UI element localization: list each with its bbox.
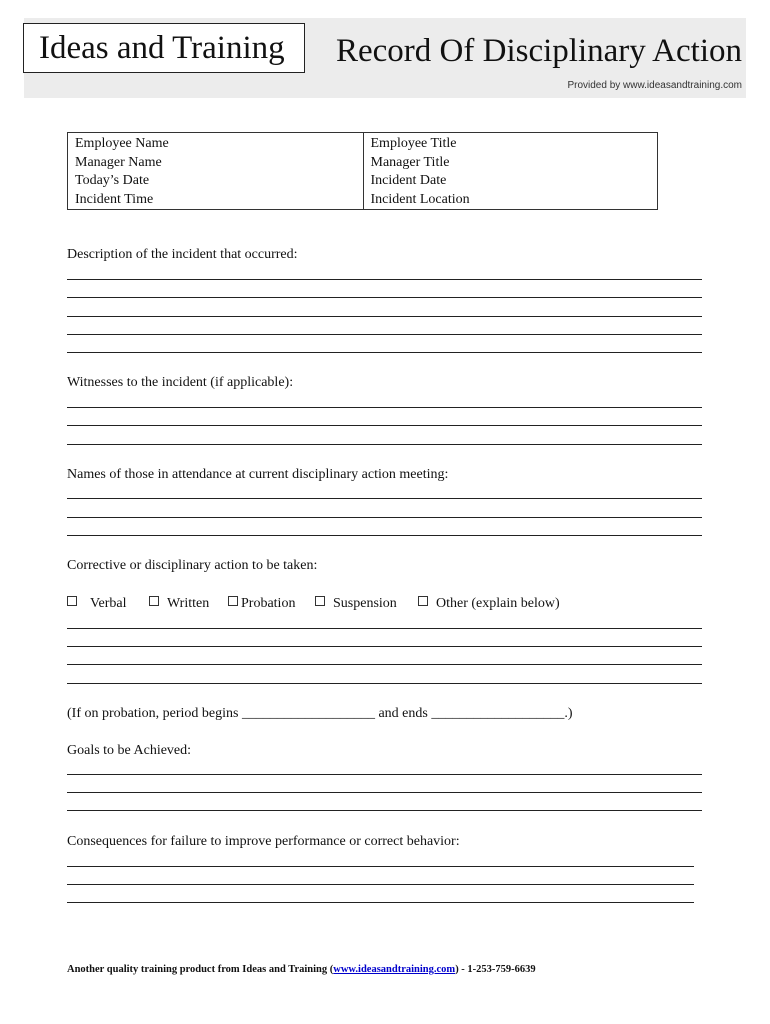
corrective-line[interactable] [67,628,702,629]
employee-info-table [67,132,658,210]
description-line[interactable] [67,316,702,317]
corrective-line[interactable] [67,683,702,684]
checkbox-icon[interactable] [315,596,325,606]
description-line[interactable] [67,279,702,280]
option-label: Suspension [333,596,397,611]
checkbox-icon[interactable] [149,596,159,606]
footer-suffix: ) - 1-253-759-6639 [455,964,536,975]
footer [67,964,707,975]
info-column-left [68,133,363,209]
corrective-action-label: Corrective or disciplinary action to be taken: [67,558,318,573]
option-written[interactable] [149,596,209,612]
field-incident-time[interactable]: Incident Time [75,192,154,208]
description-line[interactable] [67,334,702,335]
field-manager-name[interactable]: Manager Name [75,154,162,170]
footer-link[interactable]: www.ideasandtraining.com [333,964,456,975]
checkbox-icon[interactable] [418,596,428,606]
probation-period-text[interactable]: (If on probation, period begins ___________________ and ends ___________________.) [67,706,573,721]
corrective-line[interactable] [67,664,702,665]
consequences-line[interactable] [67,884,694,885]
option-label: Written [167,596,210,611]
goals-line[interactable] [67,774,702,775]
corrective-line[interactable] [67,646,702,647]
option-label: Other (explain below) [436,596,560,611]
description-line[interactable] [67,297,702,298]
brand-name: Ideas and Training [39,30,285,66]
field-employee-title[interactable]: Employee Title [370,136,457,151]
goals-line[interactable] [67,792,702,793]
witnesses-line[interactable] [67,444,702,445]
field-employee-name[interactable]: Employee Name [75,136,169,151]
document-title: Record Of Disciplinary Action [336,33,742,69]
option-other[interactable] [418,596,560,612]
option-suspension[interactable] [315,596,397,612]
footer-prefix: Another quality training product from Ideas and Training ( [67,964,334,975]
field-incident-location[interactable]: Incident Location [370,192,470,208]
option-verbal[interactable] [67,596,127,612]
field-incident-date[interactable]: Incident Date [370,173,447,189]
attendance-line[interactable] [67,517,702,518]
goals-label: Goals to be Achieved: [67,743,192,758]
field-todays-date[interactable]: Today’s Date [75,173,150,189]
attendance-label: Names of those in attendance at current disciplinary action meeting: [67,467,449,482]
witnesses-line[interactable] [67,407,702,408]
brand-box [23,23,305,73]
option-label: Probation [241,596,296,611]
attendance-line[interactable] [67,498,702,499]
consequences-line[interactable] [67,866,694,867]
checkbox-icon[interactable] [67,596,77,606]
description-label: Description of the incident that occurred: [67,247,298,262]
description-line[interactable] [67,352,702,353]
provided-by-text: Provided by www.ideasandtraining.com [567,80,742,91]
option-label: Verbal [90,596,127,611]
attendance-line[interactable] [67,535,702,536]
option-probation[interactable] [228,596,295,612]
witnesses-label: Witnesses to the incident (if applicable): [67,375,294,390]
info-column-right [363,133,658,209]
checkbox-icon[interactable] [228,596,238,606]
consequences-label: Consequences for failure to improve performance or correct behavior: [67,834,460,849]
field-manager-title[interactable]: Manager Title [370,154,450,170]
witnesses-line[interactable] [67,425,702,426]
consequences-line[interactable] [67,902,694,903]
goals-line[interactable] [67,810,702,811]
